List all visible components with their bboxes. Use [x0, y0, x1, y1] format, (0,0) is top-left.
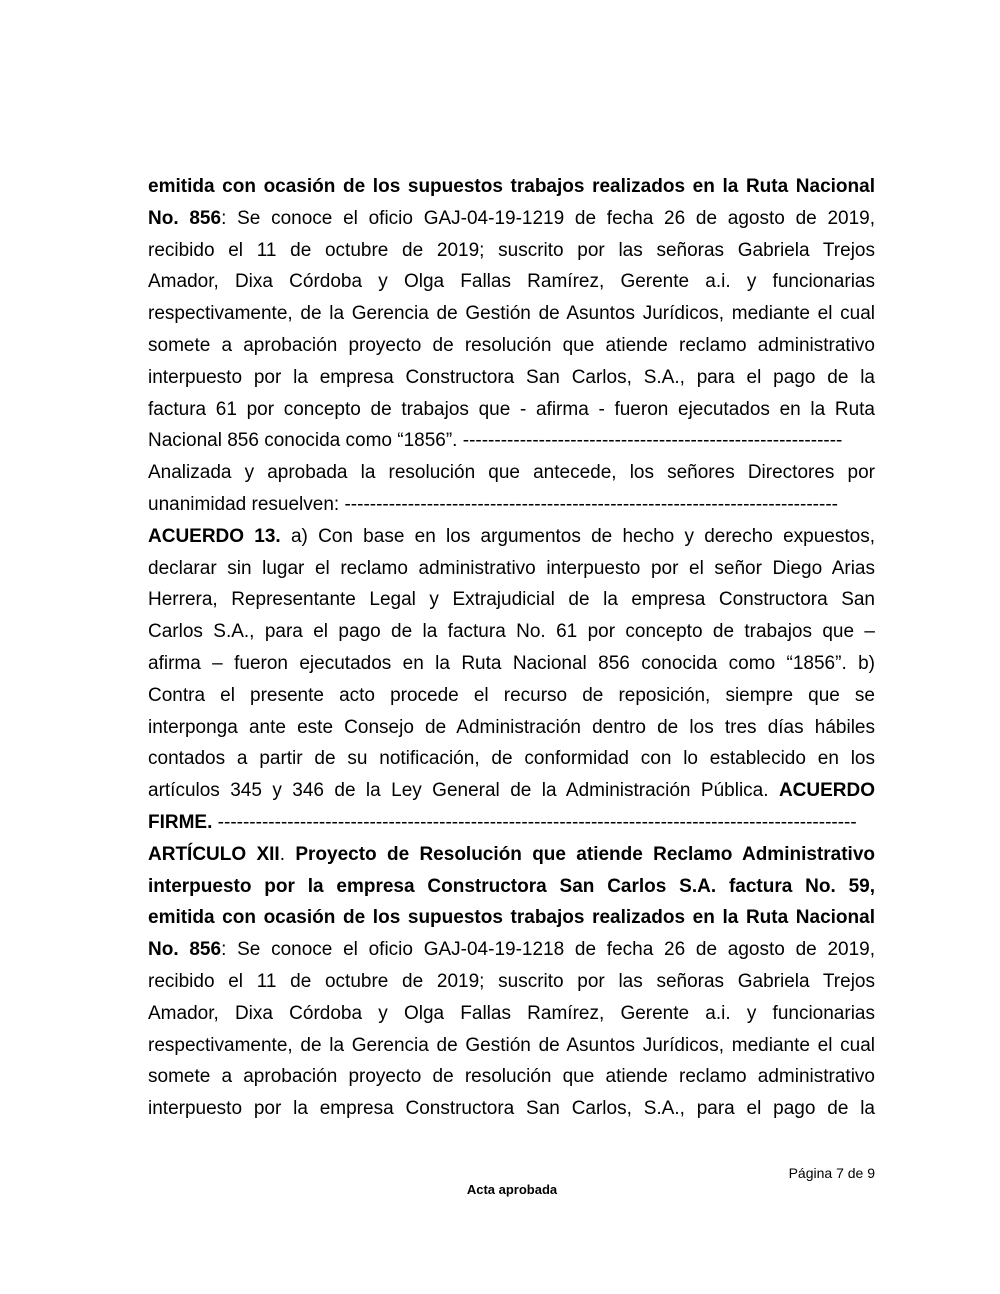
- bold-run: FIRME.: [148, 811, 213, 833]
- text-line-23: [148, 871, 875, 903]
- text-line-26: [148, 966, 875, 998]
- agreement-label: ACUERDO 13.: [148, 525, 281, 547]
- text-run: .: [279, 843, 296, 865]
- article-title: interpuesto por la empresa Constructora San Carlos S.A. factura No. 59,: [148, 875, 875, 897]
- text-run: Nacional 856 conocida como “1856”. ------------------------------------------------------------: [148, 430, 843, 452]
- text-run: Herrera, Representante Legal y Extrajudicial de la empresa Constructora San: [148, 589, 875, 611]
- text-run: somete a aprobación proyecto de resolución que atiende reclamo administrativo: [148, 1066, 875, 1088]
- text-run: a) Con base en los argumentos de hecho y derecho expuestos,: [280, 525, 875, 547]
- text-line-13: [148, 553, 875, 585]
- article-label: ARTÍCULO XII: [148, 843, 280, 865]
- text-run: respectivamente, de la Gerencia de Gestión de Asuntos Jurídicos, mediante el cual: [148, 303, 875, 325]
- text-run: artículos 345 y 346 de la Ley General de la Administración Pública.: [148, 780, 779, 802]
- text-run: recibido el 11 de octubre de 2019; suscrito por las señoras Gabriela Trejos: [148, 239, 875, 261]
- text-run: unanimidad resuelven: ------------------------------------------------------------------------------: [148, 493, 838, 515]
- bold-run: No. 856: [148, 207, 222, 229]
- text-line-24: [148, 902, 875, 934]
- text-line-6: [148, 330, 875, 362]
- text-run: contados a partir de su notificación, de conformidad con lo establecido en los: [148, 748, 875, 770]
- text-line-20: [148, 775, 875, 807]
- text-run: afirma – fueron ejecutados en la Ruta Nacional 856 conocida como “1856”. b): [148, 652, 875, 674]
- document-body: [148, 171, 875, 1125]
- text-line-22: [148, 839, 875, 871]
- text-line-27: [148, 998, 875, 1030]
- article-title: Proyecto de Resolución que atiende Reclamo Administrativo: [295, 843, 875, 865]
- document-status: Acta aprobada: [466, 1182, 558, 1197]
- text-run: Amador, Dixa Córdoba y Olga Fallas Ramírez, Gerente a.i. y funcionarias: [148, 271, 875, 293]
- text-line-12: [148, 521, 875, 553]
- text-run: Analizada y aprobada la resolución que antecede, los señores Directores por: [148, 462, 875, 484]
- text-line-18: [148, 712, 875, 744]
- text-line-1: [148, 171, 875, 203]
- text-run: interpuesto por la empresa Constructora San Carlos, S.A., para el pago de la: [148, 366, 875, 388]
- text-line-16: [148, 648, 875, 680]
- text-line-8: [148, 394, 875, 426]
- text-line-4: [148, 266, 875, 298]
- bold-run: No. 856: [148, 939, 222, 961]
- text-run: respectivamente, de la Gerencia de Gestión de Asuntos Jurídicos, mediante el cual: [148, 1034, 875, 1056]
- text-line-21: [148, 807, 875, 839]
- text-line-19: [148, 743, 875, 775]
- text-run: factura 61 por concepto de trabajos que - afirma - fueron ejecutados en la Ruta: [148, 398, 875, 420]
- text-run: Amador, Dixa Córdoba y Olga Fallas Ramírez, Gerente a.i. y funcionarias: [148, 1002, 875, 1024]
- text-line-3: [148, 235, 875, 267]
- text-line-14: [148, 584, 875, 616]
- page-number: Página 7 de 9: [788, 1165, 875, 1181]
- text-line-9: [148, 425, 875, 457]
- text-line-2: [148, 203, 875, 235]
- text-run: : Se conoce el oficio GAJ-04-19-1219 de fecha 26 de agosto de 2019,: [221, 207, 875, 229]
- text-run: Carlos S.A., para el pago de la factura No. 61 por concepto de trabajos que –: [148, 621, 875, 643]
- text-line-11: [148, 489, 875, 521]
- text-run: : Se conoce el oficio GAJ-04-19-1218 de fecha 26 de agosto de 2019,: [221, 939, 875, 961]
- text-line-5: [148, 298, 875, 330]
- text-line-10: [148, 457, 875, 489]
- text-line-17: [148, 680, 875, 712]
- text-line-28: [148, 1030, 875, 1062]
- text-run: Contra el presente acto procede el recurso de reposición, siempre que se: [148, 684, 875, 706]
- text-line-30: [148, 1093, 875, 1125]
- text-run: -----------------------------------------------------------------------------------------------------: [212, 811, 857, 833]
- text-run: interponga ante este Consejo de Administración dentro de los tres días hábiles: [148, 716, 875, 738]
- bold-run: ACUERDO: [778, 780, 875, 802]
- text-line-25: [148, 934, 875, 966]
- article-title: emitida con ocasión de los supuestos trabajos realizados en la Ruta Nacional: [148, 907, 875, 929]
- text-line-15: [148, 616, 875, 648]
- text-run: somete a aprobación proyecto de resolución que atiende reclamo administrativo: [148, 334, 875, 356]
- text-run: interpuesto por la empresa Constructora San Carlos, S.A., para el pago de la: [148, 1098, 875, 1120]
- text-line-29: [148, 1061, 875, 1093]
- text-run: recibido el 11 de octubre de 2019; suscrito por las señoras Gabriela Trejos: [148, 970, 875, 992]
- text-run: declarar sin lugar el reclamo administrativo interpuesto por el señor Diego Arias: [148, 557, 875, 579]
- text-line-7: [148, 362, 875, 394]
- bold-heading: emitida con ocasión de los supuestos trabajos realizados en la Ruta Nacional: [148, 176, 875, 197]
